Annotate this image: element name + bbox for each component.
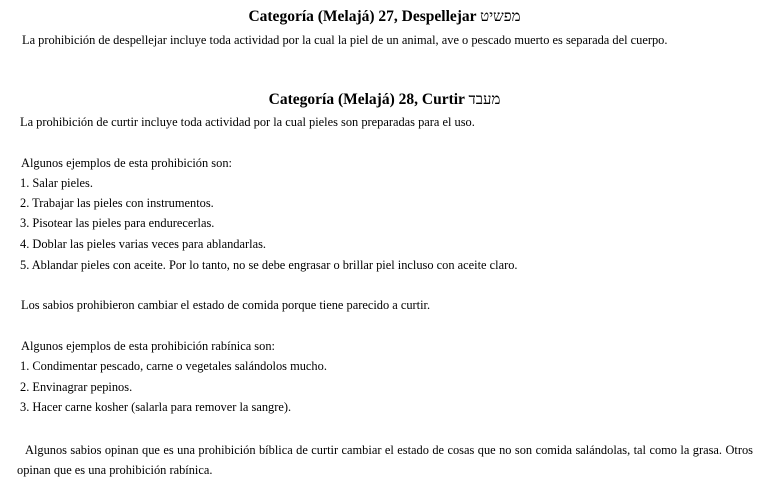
closing-paragraph: Algunos sabios opinan que es una prohibición bíblica de curtir cambiar el estado de cosas que no son comida salándolas, tal como la grasa. Otros opinan que es una prohibición rabínica. bbox=[17, 443, 753, 477]
section-27-title-hebrew: מפשיט bbox=[480, 9, 521, 25]
rabbinic-example-item: 3. Hacer carne kosher (salarla para remover la sangre). bbox=[20, 400, 292, 414]
example-item: 1. Salar pieles. bbox=[20, 176, 93, 190]
section-27-paragraph: La prohibición de despellejar incluye toda actividad por la cual la piel de un animal, ave o pescado muerto es separada del cuerpo. bbox=[22, 33, 668, 47]
rabbinic-example-item: 1. Condimentar pescado, carne o vegetales salándolos mucho. bbox=[20, 359, 327, 373]
example-item: 5. Ablandar pieles con aceite. Por lo tanto, no se debe engrasar o brillar piel incluso con aceite claro. bbox=[20, 258, 518, 272]
example-item: 4. Doblar las pieles varias veces para ablandarlas. bbox=[20, 237, 266, 251]
examples-heading: Algunos ejemplos de esta prohibición son: bbox=[21, 156, 232, 170]
rabbinic-examples-heading: Algunos ejemplos de esta prohibición rabínica son: bbox=[21, 339, 275, 353]
section-28-title-text: Categoría (Melajá) 28, Curtir bbox=[268, 91, 465, 108]
example-item: 2. Trabajar las pieles con instrumentos. bbox=[20, 196, 214, 210]
section-28-title bbox=[0, 91, 769, 109]
section-28-title-hebrew: מעבד bbox=[468, 92, 501, 108]
example-item: 3. Pisotear las pieles para endurecerlas. bbox=[20, 216, 215, 230]
sages-note: Los sabios prohibieron cambiar el estado de comida porque tiene parecido a curtir. bbox=[21, 298, 431, 312]
rabbinic-example-item: 2. Envinagrar pepinos. bbox=[20, 380, 133, 394]
section-28-intro: La prohibición de curtir incluye toda actividad por la cual pieles son preparadas para el uso. bbox=[20, 115, 475, 129]
section-27-title bbox=[0, 8, 769, 26]
section-27-title-text: Categoría (Melajá) 27, Despellejar bbox=[248, 8, 477, 25]
